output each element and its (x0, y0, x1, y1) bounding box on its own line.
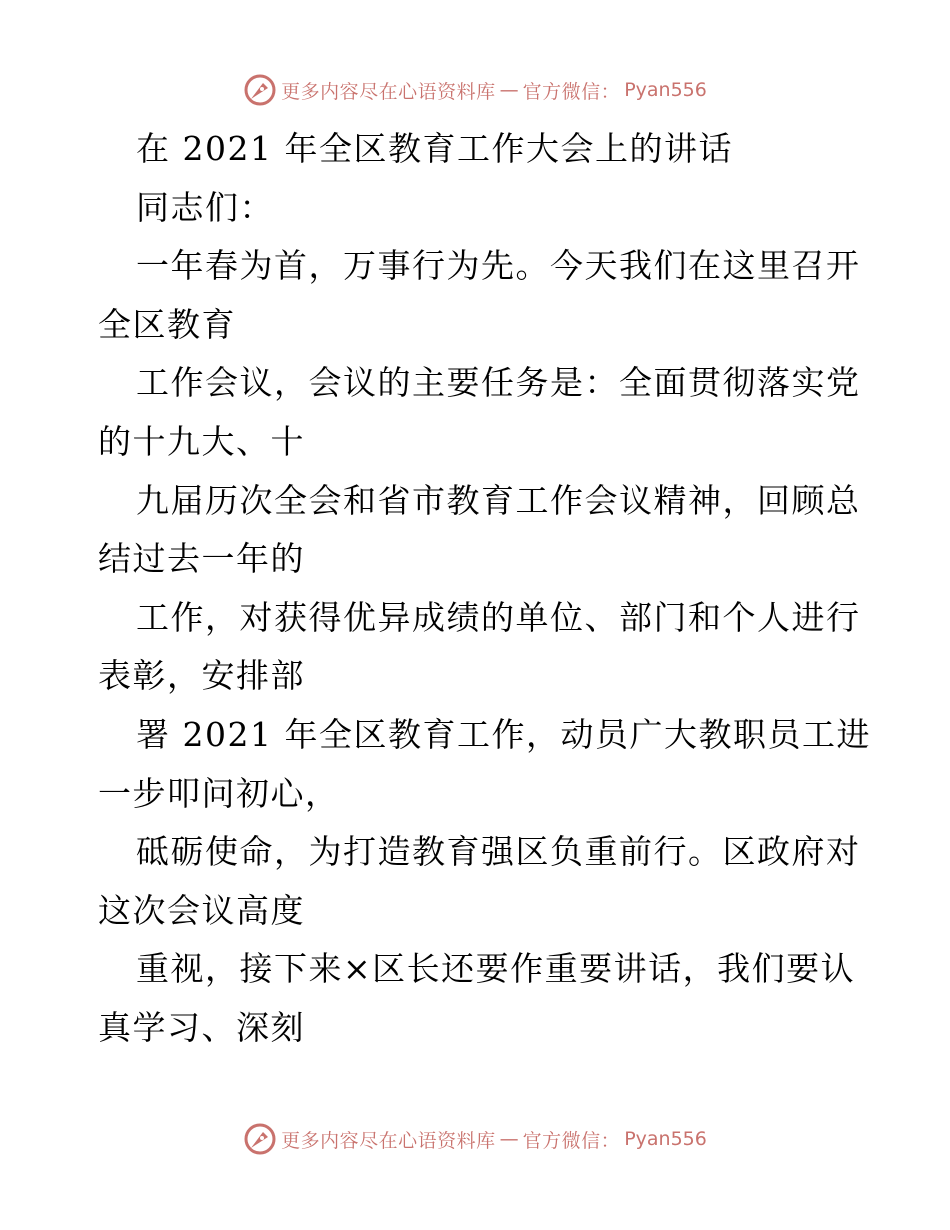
watermark-account: Pyan556 (624, 1128, 707, 1150)
pen-nib-logo-icon (243, 73, 277, 107)
paragraph-line: 一年春为首，万事行为先。今天我们在这里召开 (136, 246, 861, 286)
watermark-dash: — (499, 1128, 519, 1150)
watermark-label: 官方微信： (522, 1129, 621, 1152)
paragraph-line: 的十九大、十 (98, 421, 305, 461)
paragraph-line: 结过去一年的 (98, 539, 305, 579)
watermark-site-text: 更多内容尽在心语资料库 (281, 80, 496, 103)
paragraph-line: 工作，对获得优异成绩的单位、部门和个人进行 (136, 597, 861, 637)
document-body (98, 120, 871, 1058)
watermark-label: 官方微信： (522, 80, 621, 103)
footer-watermark (0, 1121, 950, 1157)
watermark-dash: — (499, 79, 519, 101)
paragraph-line: 全区教育 (98, 304, 236, 344)
pen-nib-logo-icon (243, 1122, 277, 1156)
paragraph-line: 表彰，安排部 (98, 656, 305, 696)
paragraph-line: 重视，接下来×区长还要作重要讲话，我们要认 (136, 949, 856, 989)
watermark-account: Pyan556 (624, 79, 707, 101)
paragraph-line: 九届历次全会和省市教育工作会议精神，回顾总 (136, 480, 861, 520)
paragraph-line: 工作会议，会议的主要任务是：全面贯彻落实党 (136, 363, 861, 403)
paragraph-line: 真学习、深刻 (98, 1007, 305, 1047)
paragraph-line: 署 2021 年全区教育工作，动员广大教职员工进 (136, 714, 871, 754)
header-watermark (0, 72, 950, 108)
paragraph-line: 一步叩问初心， (98, 773, 340, 813)
document-title: 在 2021 年全区教育工作大会上的讲话 (136, 129, 733, 168)
paragraph-line: 这次会议高度 (98, 890, 305, 930)
salutation: 同志们： (136, 187, 274, 227)
watermark-site-text: 更多内容尽在心语资料库 (281, 1129, 496, 1152)
paragraph-line: 砥砺使命，为打造教育强区负重前行。区政府对 (136, 832, 861, 872)
